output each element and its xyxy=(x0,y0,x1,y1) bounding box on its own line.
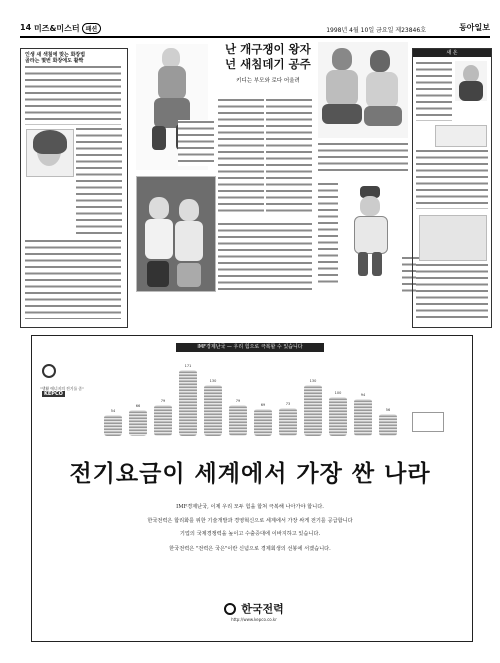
ad-paragraph-3: 기업의 국제경쟁력을 높이고 수출증대에 이바지하고 있습니다. xyxy=(179,531,321,537)
section-tag: 패션 xyxy=(82,23,102,34)
chart-value-label: 171 xyxy=(184,363,192,368)
caption-text-1 xyxy=(178,120,214,166)
headline-line-1: 난 개구쟁이 왕자 xyxy=(225,42,311,56)
chart-bar xyxy=(254,409,272,436)
chart-value-label: 69 xyxy=(260,403,266,408)
chart-value-label: 79 xyxy=(160,399,166,404)
chart-value-label: 54 xyxy=(110,409,116,413)
issue-date: 1998년 4월 10일 금요일 제23846호 xyxy=(326,27,426,34)
company-logo-icon xyxy=(224,603,236,615)
headline-line-2: 넌 새침데기 공주 xyxy=(225,57,311,71)
chart-bar xyxy=(354,399,372,436)
cosmetics-photo-1 xyxy=(435,125,487,147)
chart-value-label: 100 xyxy=(334,391,342,396)
chart-value-label: 94 xyxy=(360,393,366,398)
ad-paragraph-1: IMF경제난국, 이제 우리 모두 힘을 합쳐 극복해 나아가야 합니다. xyxy=(176,504,324,510)
chart-bar xyxy=(179,370,197,437)
chart-value-label: 130 xyxy=(309,379,317,384)
feature-text-col-1 xyxy=(218,98,264,216)
page-header xyxy=(20,22,490,38)
feature-headline xyxy=(225,42,311,84)
caption-text-3 xyxy=(318,182,338,286)
cosmetics-photo-2 xyxy=(419,215,487,261)
chart-value-label: 73 xyxy=(285,401,291,406)
page-number: 14 xyxy=(20,23,32,32)
company-logo xyxy=(214,598,294,622)
newspaper-name: 동아일보 xyxy=(459,23,490,32)
electricity-rate-chart xyxy=(100,356,410,442)
woman-portrait-photo xyxy=(26,129,74,177)
right-column-text-3 xyxy=(416,263,488,321)
chart-bar xyxy=(154,405,172,436)
right-column-box xyxy=(412,48,492,328)
left-column-text-3 xyxy=(25,239,121,319)
kepco-logo xyxy=(42,364,82,399)
chart-value-label: 130 xyxy=(209,379,217,384)
chart-value-label: 66 xyxy=(135,404,141,409)
chart-value-label: 56 xyxy=(385,408,391,413)
right-column-text-1 xyxy=(416,61,452,121)
feature-text-col-2 xyxy=(266,98,312,216)
chart-bar xyxy=(204,385,222,436)
ad-banner: IMF경제난국 — 우리 힘으로 극복할 수 있습니다 xyxy=(176,343,324,352)
section-title: 미즈&미스터 패션 xyxy=(34,23,101,34)
feature-text-col-3 xyxy=(218,222,312,294)
chart-value-label: 79 xyxy=(235,399,241,404)
chart-bar xyxy=(229,405,247,436)
left-column-text-2 xyxy=(76,127,122,237)
chart-bar xyxy=(379,414,397,436)
right-column-text-2 xyxy=(416,149,488,209)
company-name: 한국전력 xyxy=(241,602,284,616)
woman-photo xyxy=(455,61,487,101)
left-column-box xyxy=(20,48,128,328)
chart-legend-box xyxy=(412,412,444,432)
feature-subhead: 키디는 부모와 로다 어울려 xyxy=(236,78,300,84)
right-column-label: 새 온 xyxy=(413,49,491,57)
sitting-kids-photo xyxy=(318,42,408,138)
standing-kid-photo xyxy=(340,180,400,280)
ad-headline: 전기요금이 세계에서 가장 싼 나라 xyxy=(69,460,431,487)
chart-bar xyxy=(329,397,347,436)
chart-bar xyxy=(129,410,147,436)
caption-text-2 xyxy=(318,142,408,172)
left-column-text xyxy=(25,65,121,125)
kepco-logo-text: KEPCO xyxy=(44,391,63,397)
ad-paragraph-4: 한국전력은 "전력은 국은"이란 신념으로 경제회생의 선봉에 서겠습니다. xyxy=(169,546,331,552)
children-photo xyxy=(136,176,216,292)
chart-bar xyxy=(104,415,122,436)
left-column-title: 인생 새 색칠에 맞는 화장법 골라는 몇번 화장에도 활짝 xyxy=(25,52,86,64)
chart-bar xyxy=(279,408,297,436)
ad-paragraph-2: 한국전력은 합리화를 위한 기술개발과 경영혁신으로 세계에서 가장 싸게 전기를 공급합니다 xyxy=(147,518,353,524)
ad-slogan: "생활 에너지의 전기를 좀" xyxy=(40,386,84,391)
company-url: http://www.kepco.co.kr xyxy=(231,617,277,622)
chart-bar xyxy=(304,385,322,436)
